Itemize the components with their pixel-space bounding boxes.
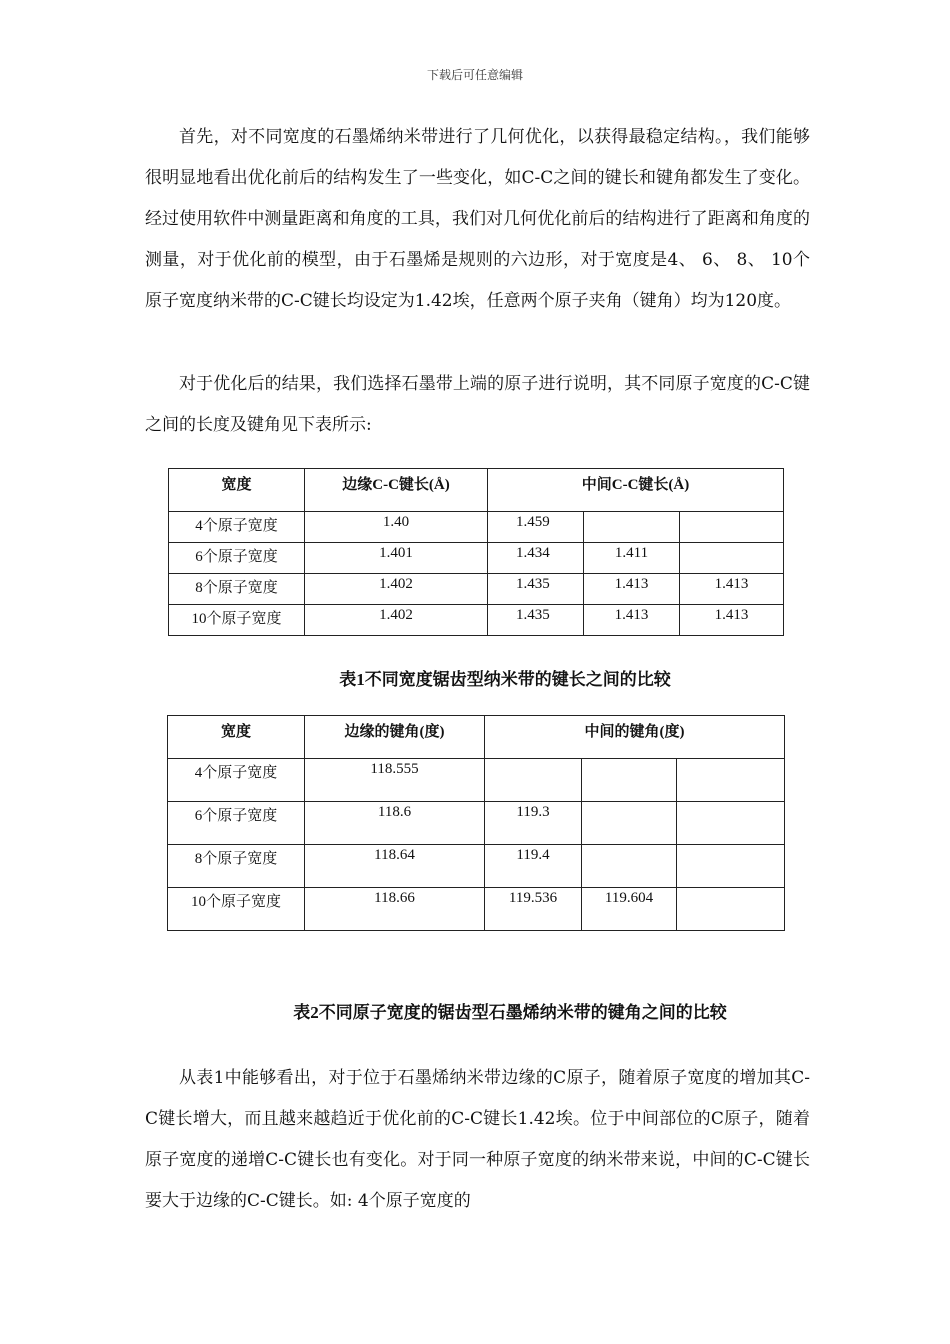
cell: 118.66 [305, 888, 485, 931]
cell: 1.402 [305, 605, 488, 636]
cell: 119.4 [485, 845, 582, 888]
paragraph-2: 对于优化后的结果，我们选择石墨带上端的原子进行说明，其不同原子宽度的C-C键之间的长度及键角见下表所示: [145, 374, 810, 435]
cell [582, 845, 677, 888]
bond-length-table [168, 468, 784, 636]
cell: 1.413 [584, 605, 680, 636]
cell: 10个原子宽度 [169, 605, 305, 636]
table-row [169, 574, 784, 605]
cell [582, 802, 677, 845]
cell: 6个原子宽度 [168, 802, 305, 845]
cell: 119.3 [485, 802, 582, 845]
table-row [168, 759, 785, 802]
cell: 8个原子宽度 [168, 845, 305, 888]
table-row [168, 888, 785, 931]
cell [584, 512, 680, 543]
table-row [168, 845, 785, 888]
cell: 1.413 [680, 574, 784, 605]
cell: 118.6 [305, 802, 485, 845]
header-middle-angle: 中间的键角(度) [485, 716, 785, 759]
cell [677, 888, 785, 931]
cell [680, 543, 784, 574]
cell: 1.413 [584, 574, 680, 605]
cell: 4个原子宽度 [168, 759, 305, 802]
cell: 118.555 [305, 759, 485, 802]
cell [680, 512, 784, 543]
header-width: 宽度 [168, 716, 305, 759]
table-header-row [168, 716, 785, 759]
cell: 10个原子宽度 [168, 888, 305, 931]
cell: 1.413 [680, 605, 784, 636]
cell: 119.536 [485, 888, 582, 931]
cell: 4个原子宽度 [169, 512, 305, 543]
table-1-caption: 表1不同宽度锯齿型纳米带的键长之间的比较 [339, 670, 671, 689]
cell [677, 759, 785, 802]
header-width: 宽度 [169, 469, 305, 512]
header-edge: 边缘C-C键长(Å) [305, 469, 488, 512]
paragraph-1: 首先，对不同宽度的石墨烯纳米带进行了几何优化，以获得最稳定结构。，我们能够很明显地看出优化前后的结构发生了一些变化，如C-C之间的键长和键角都发生了变化。经过使用软件中测量距离和角度的工具，我们对几何优化前后的结构进行了距离和角度的测量，对于优化前的模型，由于石墨烯是规则的六边形，对于宽度是4、 6、 8、 10个原子宽度纳米带的C-C键长均设定为1.42埃，任意两个原子夹角（键角）均为120度。 [145, 127, 810, 311]
cell: 1.434 [488, 543, 584, 574]
table-row [169, 605, 784, 636]
table-row [169, 543, 784, 574]
header-middle: 中间C-C键长(Å) [488, 469, 784, 512]
cell [677, 845, 785, 888]
cell: 1.459 [488, 512, 584, 543]
cell: 1.411 [584, 543, 680, 574]
cell: 119.604 [582, 888, 677, 931]
cell: 6个原子宽度 [169, 543, 305, 574]
cell: 8个原子宽度 [169, 574, 305, 605]
bond-angle-table [167, 715, 785, 931]
cell: 1.402 [305, 574, 488, 605]
cell: 1.40 [305, 512, 488, 543]
header-edge-angle: 边缘的键角(度) [305, 716, 485, 759]
table-row [168, 802, 785, 845]
cell [582, 759, 677, 802]
cell: 1.435 [488, 574, 584, 605]
cell [485, 759, 582, 802]
cell: 1.401 [305, 543, 488, 574]
table-row [169, 512, 784, 543]
paragraph-3: 从表1中能够看出，对于位于石墨烯纳米带边缘的C原子，随着原子宽度的增加其C-C键长增大，而且越来越趋近于优化前的C-C键长1.42埃。位于中间部位的C原子，随着原子宽度的递增C-C键长也有变化。对于同一种原子宽度的纳米带来说，中间的C-C键长要大于边缘的C-C键长。如: 4个原子宽度的 [145, 1068, 810, 1211]
table-header-row [169, 469, 784, 512]
page-header: 下载后可任意编辑 [426, 68, 523, 82]
cell [677, 802, 785, 845]
cell: 1.435 [488, 605, 584, 636]
table-2-caption: 表2不同原子宽度的锯齿型石墨烯纳米带的键角之间的比较 [293, 1003, 727, 1022]
cell: 118.64 [305, 845, 485, 888]
